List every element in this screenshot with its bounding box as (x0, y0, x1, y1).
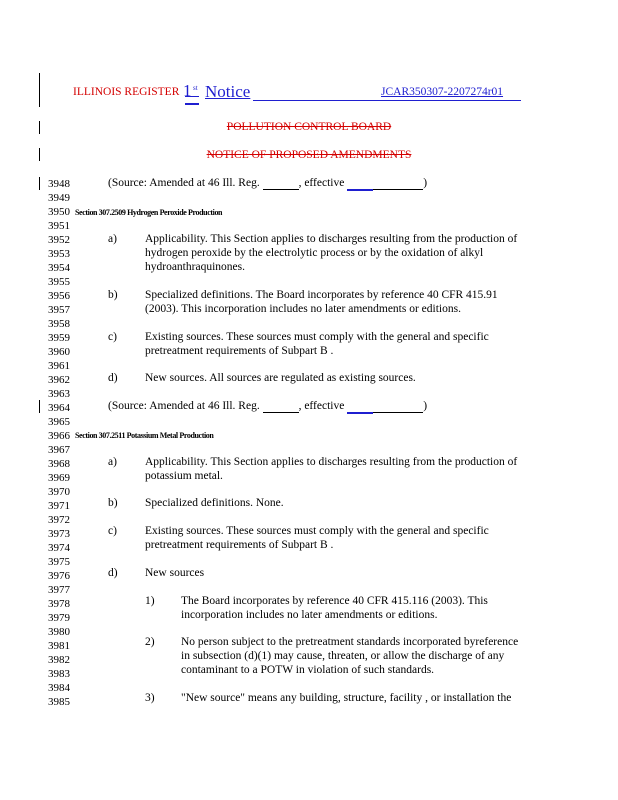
paragraph-line: Existing sources. These sources must comply with the general and specific (145, 331, 489, 343)
subsection-label: c) (108, 525, 117, 537)
line-number: 3969 (48, 472, 70, 484)
paragraph-line: hydroanthraquinones. (145, 261, 245, 273)
subsection-label: c) (108, 331, 117, 343)
revision-bar (39, 73, 40, 107)
paragraph-line: potassium metal. (145, 470, 223, 482)
line-number: 3966 (48, 430, 70, 442)
line-number: 3961 (48, 360, 70, 372)
line-number: 3952 (48, 234, 70, 246)
line-number: 3954 (48, 262, 70, 274)
paragraph-line: The Board incorporates by reference 40 CFR 415.116 (2003). This (181, 595, 488, 607)
paragraph-line: pretreatment requirements of Subpart B . (145, 539, 334, 551)
paragraph-line: contaminant to a POTW in violation of such standards. (181, 664, 435, 676)
subsection-label: d) (108, 372, 118, 384)
subsection-label: b) (108, 289, 118, 301)
register-blank (263, 177, 299, 190)
header-underline (253, 100, 521, 101)
line-number: 3948 (48, 178, 70, 190)
line-number: 3985 (48, 696, 70, 708)
paragraph-line: Applicability. This Section applies to discharges resulting from the production of (145, 456, 518, 468)
paragraph-line: (2003). This incorporation includes no later amendments or editions. (145, 303, 461, 315)
line-number: 3949 (48, 192, 70, 204)
inserted-mark (185, 96, 199, 104)
source-middle: , effective (298, 400, 348, 412)
source-note (108, 177, 427, 191)
source-end: ) (423, 177, 428, 189)
line-number: 3972 (48, 514, 70, 526)
source-end: ) (423, 400, 428, 412)
line-number: 3975 (48, 556, 70, 568)
line-number: 3976 (48, 570, 70, 582)
source-middle: , effective (298, 177, 348, 189)
paragraph-line: No person subject to the pretreatment standards incorporated byreference (181, 636, 519, 648)
line-number: 3974 (48, 542, 70, 554)
paragraph-line: hydrogen peroxide by the electrolytic process or by the oxidation of alkyl (145, 247, 484, 259)
line-number: 3965 (48, 416, 70, 428)
section-heading: Section 307.2511 Potassium Metal Production (75, 431, 214, 440)
register-title: ILLINOIS REGISTER (73, 86, 180, 98)
line-number: 3957 (48, 304, 70, 316)
date-blank (373, 177, 423, 190)
line-number: 3984 (48, 682, 70, 694)
line-number: 3964 (48, 402, 70, 414)
subsection-label: b) (108, 497, 118, 509)
line-number: 3981 (48, 640, 70, 652)
line-number: 3955 (48, 276, 70, 288)
line-number: 3971 (48, 500, 70, 512)
subsection-label: a) (108, 456, 117, 468)
date-blank (373, 400, 423, 413)
section-heading: Section 307.2509 Hydrogen Peroxide Production (75, 208, 223, 217)
paragraph-line: Existing sources. These sources must comply with the general and specific (145, 525, 489, 537)
source-note (108, 400, 427, 414)
line-number: 3970 (48, 486, 70, 498)
line-number: 3953 (48, 248, 70, 260)
line-number: 3980 (48, 626, 70, 638)
paragraph-line: in subsection (d)(1) may cause, threaten, or allow the discharge of any (181, 650, 505, 662)
source-prefix: (Source: Amended at 46 Ill. Reg. (108, 400, 263, 412)
line-number: 3983 (48, 668, 70, 680)
register-blank (263, 400, 299, 413)
item-label: 3) (145, 692, 155, 704)
item-label: 2) (145, 636, 155, 648)
line-number: 3982 (48, 654, 70, 666)
document-code: JCAR350307-2207274r01 (381, 86, 504, 98)
line-number: 3979 (48, 612, 70, 624)
inserted-mark (185, 104, 199, 105)
line-number: 3960 (48, 346, 70, 358)
paragraph-line: incorporation includes no later amendments or editions. (181, 609, 438, 621)
subsection-label: d) (108, 567, 118, 579)
subsection-label: a) (108, 233, 117, 245)
page-number: 1 (183, 81, 192, 100)
paragraph-line: Specialized definitions. The Board incorporates by reference 40 CFR 415.91 (145, 289, 498, 301)
item-label: 1) (145, 595, 155, 607)
revision-bar (39, 177, 40, 190)
paragraph-line: Specialized definitions. None. (145, 497, 284, 509)
line-number: 3956 (48, 290, 70, 302)
paragraph-line: New sources (145, 567, 205, 579)
paragraph-line: "New source" means any building, structure, facility , or installation the (181, 692, 512, 704)
line-number: 3963 (48, 388, 70, 400)
notice-label: Notice (205, 82, 251, 101)
line-number: 3962 (48, 374, 70, 386)
line-number: 3950 (48, 206, 70, 218)
paragraph-line: New sources. All sources are regulated as existing sources. (145, 372, 416, 384)
page-number-superscript: st (193, 84, 198, 92)
line-number: 3967 (48, 444, 70, 456)
notice-title: NOTICE OF PROPOSED AMENDMENTS (206, 149, 412, 161)
date-blank-inserted (347, 400, 373, 414)
line-number: 3978 (48, 598, 70, 610)
paragraph-line: pretreatment requirements of Subpart B . (145, 345, 334, 357)
line-number: 3977 (48, 584, 70, 596)
source-prefix: (Source: Amended at 46 Ill. Reg. (108, 177, 263, 189)
line-number: 3959 (48, 332, 70, 344)
date-blank-inserted (347, 177, 373, 191)
line-number: 3973 (48, 528, 70, 540)
line-number: 3968 (48, 458, 70, 470)
line-number: 3951 (48, 220, 70, 232)
line-number: 3958 (48, 318, 70, 330)
board-name: POLLUTION CONTROL BOARD (226, 121, 392, 133)
paragraph-line: Applicability. This Section applies to discharges resulting from the production of (145, 233, 518, 245)
revision-bar (39, 400, 40, 413)
